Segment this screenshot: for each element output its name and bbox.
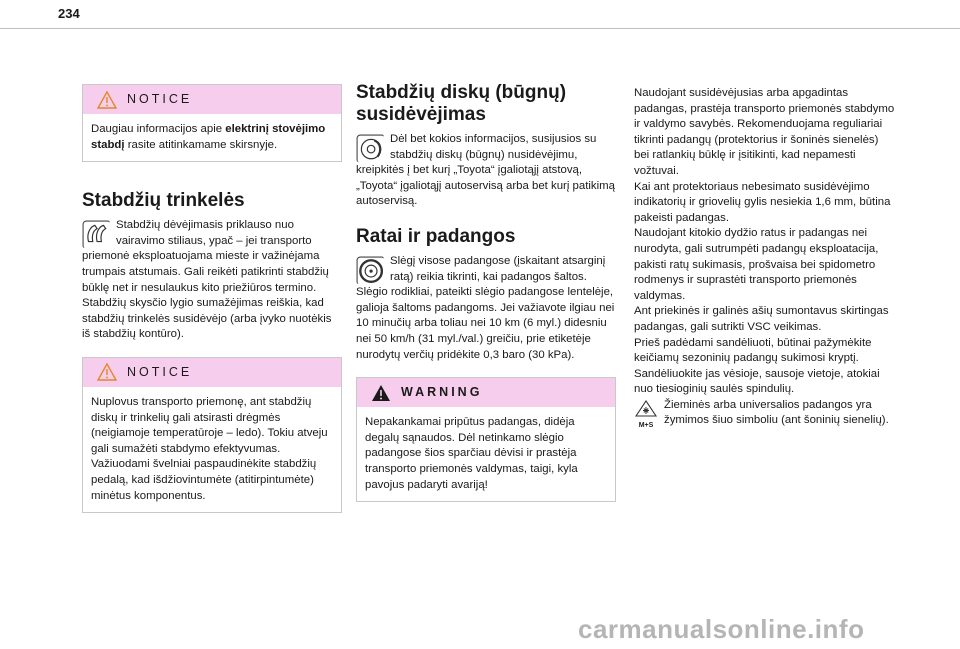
brake-pads-icon [82, 220, 110, 248]
section-heading-pads: Stabdžių trinkelės [82, 190, 245, 212]
notice-box [82, 84, 342, 162]
brake-disc-icon [356, 134, 384, 162]
header-divider [0, 28, 960, 29]
paragraph: Kai ant protektoriaus nebesimato susidėvėjimo indikatorių ir griovelių gylis nesiekia 1,6 mm, būtina pakeisti padangas. [634, 180, 891, 224]
pads-text: Stabdžių dėvėjimasis priklauso nuo vairavimo stiliaus, ypač – jei transporto priemonė eksploatuojama mieste ir važinėjama trumpais atstumais. Gali reikėti patikrinti stabdžių būklę net ir nesulaukus kito priežiūros termino. [82, 219, 329, 294]
notice-box-2 [82, 357, 342, 513]
warning-triangle-icon [97, 91, 117, 109]
warning-text: Nepakankamai pripūtus padangas, didėja degalų sąnaudos. Dėl netinkamo slėgio padangose šios sparčiau dėvisi ir prastėja transporto priemonės valdymas, taigi, kyla pavojus padaryti avariją! [365, 416, 578, 491]
notice-text: Daugiau informacijos apie elektrinį stovėjimo stabdį rasite atitinkamame skirsnyje. [91, 123, 326, 151]
watermark: carmanualsonline.info [578, 614, 865, 644]
notice-label-2: NOTICE [127, 364, 193, 379]
warning-triangle-icon [371, 384, 391, 402]
notice-header [83, 85, 341, 114]
column-middle [356, 82, 616, 516]
paragraph: Naudojant susidėvėjusias arba apgadintas padangas, prastėja transporto priemonės stabdymo ir valdymo savybės. Rekomenduojama reguliariai tikrinti padangų (protektorius ir šoninės sienelės) bei ratlankių būklę ir įsitikinti, kad nepamesti vožtuvai. [634, 87, 895, 177]
warning-triangle-icon [97, 363, 117, 381]
paragraph: Prieš padėdami sandėliuoti, būtinai pažymėkite keičiamų sezoninių padangų sukimosi kryptį. [634, 336, 872, 365]
notice-text-2: Nuplovus transporto priemonę, ant stabdžių diskų ir trinkelių gali atsirasti drėgmės (neigiamoje temperatūroje – ledo). Tokiu atveju gali sumažėti stabdymo efektyvumas. Važiuodami švelniai paspaudinėkite stabdžių pedalą, kad išdžiovintumėte (atitirpintumėte) minėtus komponentus. [91, 395, 328, 502]
ms-label: M+S [638, 422, 654, 430]
column-right [634, 86, 896, 430]
section-heading-tyres: Ratai ir padangos [356, 225, 516, 247]
paragraph: Naudojant kitokio dydžio ratus ir padangas nei nurodyta, gali sutrumpėti padangų eksploatacija, pakisti ratų sukimasis, prošvaisa bei spidometro rodmenys ir suprastėti transporto priemonės valdymas. [634, 227, 879, 302]
page-number: 234 [58, 6, 80, 21]
ms-text: Žieminės arba universalios padangos yra žymimos šiuo simboliu (ant šoninių sienelių). [664, 398, 889, 427]
notice-header-2 [83, 358, 341, 387]
warning-label: WARNING [401, 384, 483, 399]
tyres-text-2: Slėgio rodikliai, pateikti slėgio padangose lentelėje, galioja šaltoms padangoms. Jei važiavote ilgiau nei 10 minučių arba toliau nei 10 km (6 myl.) didesniu nei 50 km/h (31 myl./val.) greičiu, prie etiketėje nurodytų verčių pridėkite 0,3 baro (30 kPa). [356, 286, 615, 361]
warning-header [357, 378, 615, 407]
ms-snowflake-icon [634, 399, 658, 431]
column-left [82, 84, 342, 527]
pads-text-2: Stabdžių skysčio lygio sumažėjimas reiškia, kad stabdžių trinkelės susidėvėjo (arba įvyko nuotėkis iš stabdžių kontūro). [82, 297, 332, 341]
paragraph: Sandėliuokite jas vėsioje, sausoje vietoje, atokiai nuo tiesioginių saulės spindulių. [634, 367, 880, 396]
section-heading-discs: Stabdžių diskų (būgnų) susidėvėjimas [356, 82, 567, 125]
notice-label: NOTICE [127, 91, 193, 106]
warning-box [356, 377, 616, 502]
paragraph: Ant priekinės ir galinės ašių sumontavus skirtingas padangas, gali sutrikti VSC veikimas. [634, 305, 889, 333]
discs-text: Dėl bet kokios informacijos, susijusios su stabdžių diskų (būgnų) nusidėvėjimu, kreipkitės į bet kurį „Toyota“ įgaliotąjį atstovą, „Toyota“ įgaliotąjį autoservisą arba bet kurį patikimą autoservisą. [356, 133, 615, 208]
tyre-icon [356, 256, 384, 284]
snowflake-mountain-icon [634, 399, 658, 417]
tyres-text: Slėgį visose padangose (įskaitant atsarginį ratą) reikia tikrinti, kai padangos šaltos. [390, 254, 606, 283]
